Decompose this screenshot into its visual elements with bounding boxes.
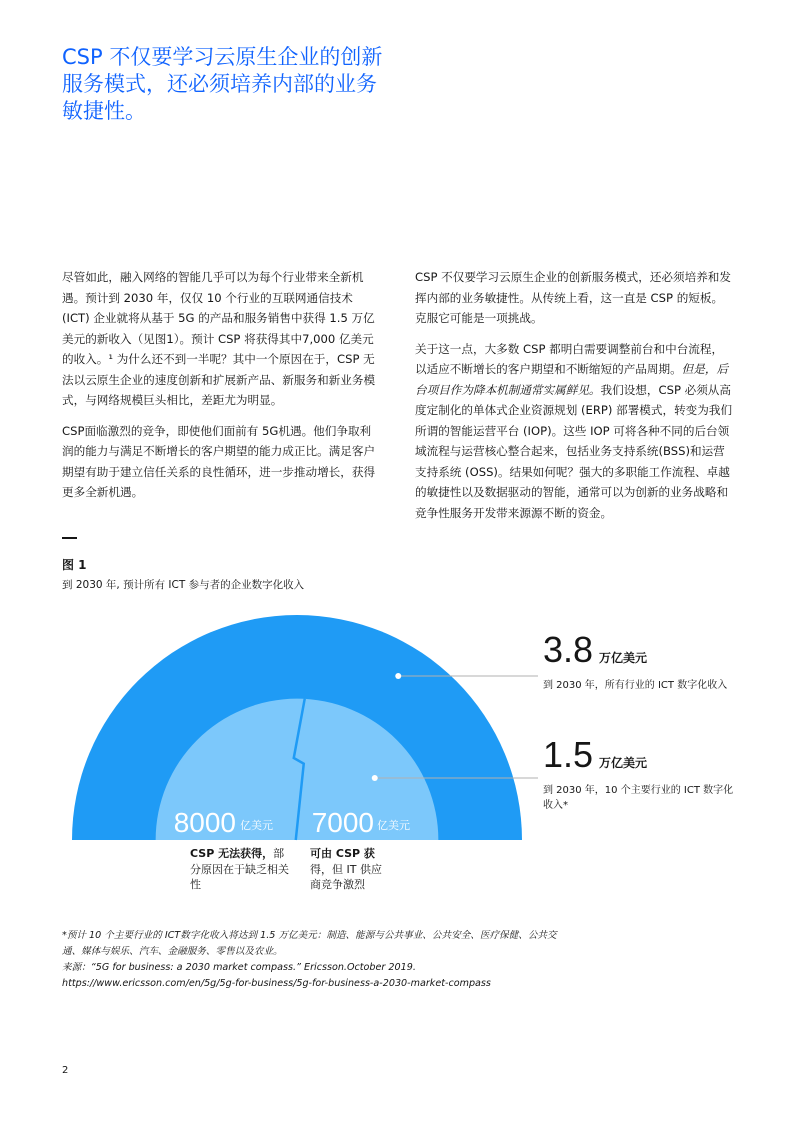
inner-left-note-bold: CSP 无法获得， (190, 847, 274, 860)
left-paragraph-1: 尽管如此，融入网络的智能几乎可以为每个行业带来全新机遇。预计到 2030 年，仅仅 10 个行业的互联网通信技术 (ICT) 企业就将从基于 5G 的产品和服务销售中获得 1.5 万亿美元的新收入（见图1）。预计 CSP 将获得其中7,000 亿美元的收入。¹ 为什么还不到一半呢？其中一个原因在于，CSP 无法以云原生企业的速度创新和扩展新产品、新服务和新业务模式，与网络规模巨头相比，差距尤为明显。 (62, 270, 376, 407)
outer-stat (543, 629, 743, 693)
left-column (62, 267, 380, 513)
inner-stat (543, 734, 738, 813)
inner-right-note-rest: 得，但 IT 供应商竞争激烈 (310, 862, 382, 891)
footnote-industries: *预计 10 个主要行业的 ICT数字化收入将达到 1.5 万亿美元：制造、能源与公共事业、公共安全、医疗保健、公共交通、媒体与娱乐、汽车、金融服务、零售以及农业。 (62, 930, 557, 957)
footnote-source: 来源：“5G for business: a 2030 market compass.” Ericsson.October 2019. https://www.ericsson.com/en/5g/5g-for-business/5g-for-business-a-2030-market-compass (62, 962, 491, 989)
outer-leader-dot (395, 673, 401, 679)
inner-left-unit: 亿美元 (240, 819, 273, 832)
inner-right-value: 7000 (311, 807, 374, 838)
figure-caption: 到 2030 年, 预计所有 ICT 参与者的企业数字化收入 (62, 579, 305, 591)
right-paragraph-2-italic: 但是，后台项目作为降本机制通常实属鲜见。 (415, 362, 729, 397)
inner-stat-unit: 万亿美元 (599, 756, 648, 770)
inner-right-unit: 亿美元 (377, 819, 410, 832)
outer-stat-value: 3.8 (543, 629, 594, 670)
inner-leader-dot (372, 775, 378, 781)
inner-left-note (190, 846, 290, 893)
figure-label: 图 1 (62, 558, 87, 572)
inner-left-note-rest: 部分原因在于缺乏相关性 (190, 847, 289, 891)
inner-right-note-bold: 可由 CSP 获 (310, 847, 375, 860)
inner-stat-description: 到 2030 年，10 个主要行业的 ICT 数字化收入* (543, 785, 734, 811)
footnote (62, 928, 562, 992)
right-paragraph-2 (415, 339, 733, 524)
page-heading: CSP 不仅要学习云原生企业的创新服务模式，还必须培养内部的业务敏捷性。 (62, 45, 383, 123)
outer-stat-unit: 万亿美元 (599, 651, 648, 665)
figure-divider (62, 537, 77, 539)
inner-right-note (310, 846, 390, 893)
outer-stat-description: 到 2030 年，所有行业的 ICT 数字化收入 (543, 680, 728, 691)
right-paragraph-2-start: 关于这一点，大多数 CSP 都明白需要调整前台和中台流程，以适应不断增长的客户期望和不断缩短的产品周期。 (415, 341, 724, 376)
page-number: 2 (62, 1065, 69, 1076)
right-paragraph-1: CSP 不仅要学习云原生企业的创新服务模式，还必须培养和发挥内部的业务敏捷性。从传统上看，这一直是 CSP 的短板。克服它可能是一项挑战。 (415, 270, 731, 325)
left-paragraph-2: CSP面临激烈的竞争，即使他们面前有 5G机遇。他们争取利润的能力与满足不断增长的客户期望的能力成正比。满足客户期望有助于建立信任关系的良性循环，进一步推动增长，获得更多全新机遇。 (62, 423, 376, 499)
right-column (415, 267, 733, 533)
right-paragraph-2-end: 我们设想，CSP 必须从高度定制化的单体式企业资源规划 (ERP) 部署模式，转变为我们所谓的智能运营平台 (IOP)。这些 IOP 可将各种不同的后台领域流程与运营核心整合起来，包括业务支持系统(BSS)和运营支持系统 (OSS)。结果如何呢？强大的多职能工作流程、卓越的敏捷性以及数据驱动的智能，通常可以为创新的业务战略和竞争性服务开发带来源源不断的资金。 (415, 382, 733, 520)
inner-stat-value: 1.5 (543, 734, 594, 775)
inner-left-value: 8000 (173, 807, 236, 838)
